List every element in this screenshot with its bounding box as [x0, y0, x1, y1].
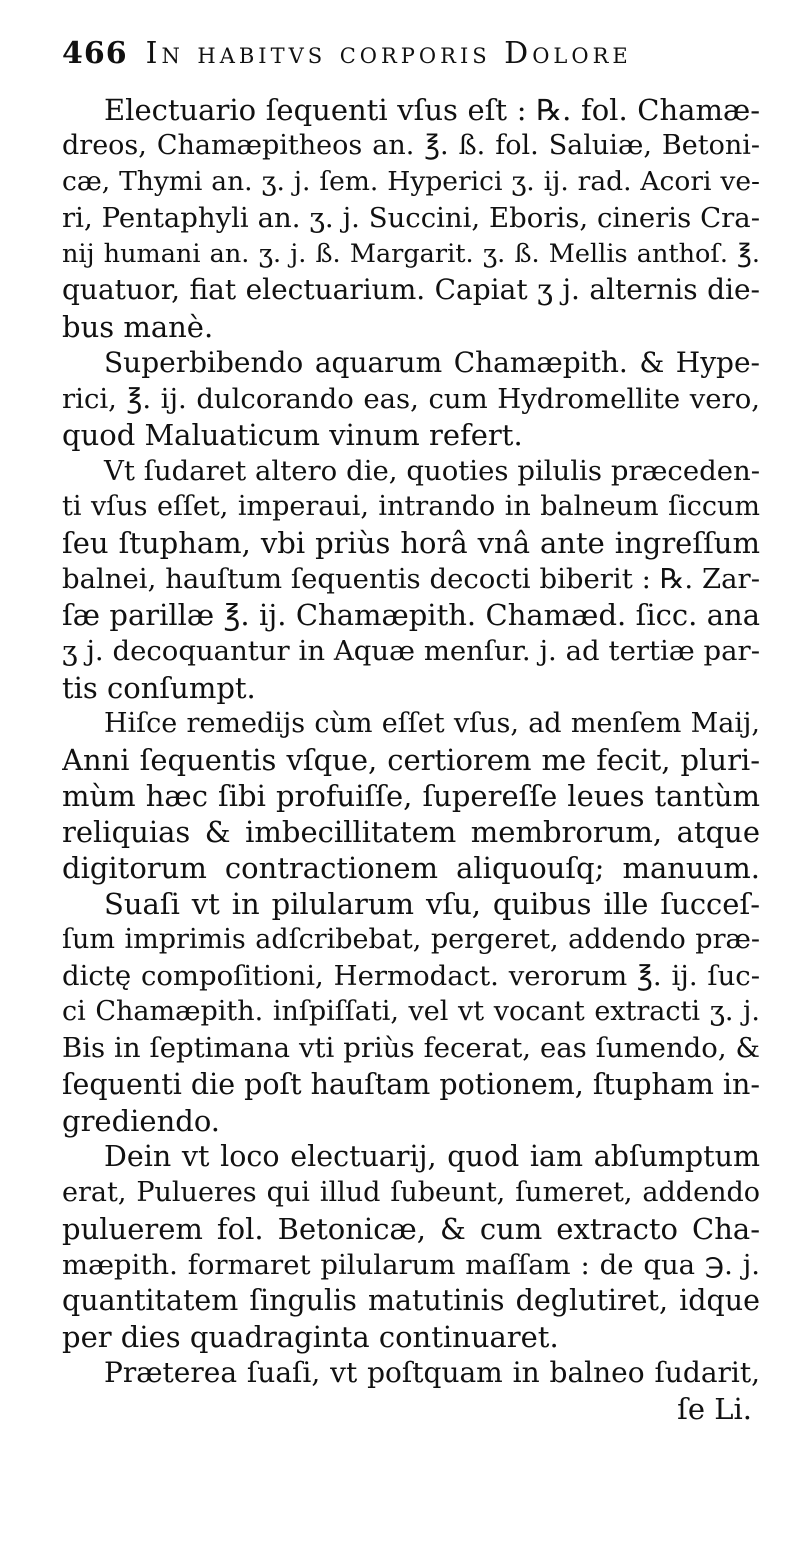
- text-line: dictę compoſitioni, Hermodact. verorum ℥. ij. ſuc-: [62, 960, 760, 993]
- text-line: Præterea ſuaſi, vt poſtquam in balneo ſudarit,: [104, 1356, 760, 1390]
- text-line: Hiſce remedijs cùm eſſet vſus, ad menſem Maij,: [104, 707, 760, 739]
- text-line: ſequenti die poſt hauſtam potionem, ſtupham in-: [62, 1067, 760, 1101]
- text-line: grediendo.: [62, 1103, 220, 1138]
- text-line: puluerem fol. Betonicæ, & cum extracto Cha-: [62, 1211, 760, 1246]
- text-line: mùm hæc ſibi profuiſſe, ſupereſſe leues tantùm: [62, 778, 760, 813]
- text-line: per dies quadraginta continuaret.: [62, 1320, 559, 1355]
- text-line: ti vſus eſſet, imperaui, intrando in balneum ſiccum: [62, 491, 760, 523]
- text-line: balnei, hauſtum ſequentis decocti biberit : ℞. Zar-: [62, 563, 760, 596]
- body-text: [62, 92, 760, 1427]
- text-line: digitorum contractionem aliquouſq; manuum.: [62, 850, 760, 885]
- text-line: ʒ j. decoquantur in Aquæ menſur. j. ad tertiæ par-: [62, 635, 760, 668]
- text-line: ſeu ſtupham, vbi priùs horâ vnâ ante ingreſſum: [62, 526, 760, 561]
- text-line: bus manè.: [62, 309, 214, 344]
- text-line: rici, ℥. ij. dulcorando eas, cum Hydromellite vero,: [62, 382, 760, 415]
- text-line: dreos, Chamæpitheos an. ℥. ß. fol. Saluiæ, Betoni-: [62, 130, 760, 162]
- running-title: In habitvs corporis Dolore: [145, 36, 632, 71]
- text-line: reliquias & imbecillitatem membrorum, atque: [62, 814, 760, 849]
- text-line: quod Maluaticum vinum refert.: [62, 417, 523, 452]
- text-line: Vt ſudaret altero die, quoties pilulis præceden-: [104, 454, 760, 487]
- text-line: nij humani an. ʒ. j. ß. Margarit. ʒ. ß. Mellis anthoſ. ℥.: [62, 239, 760, 270]
- text-line: tis conſumpt.: [62, 670, 256, 705]
- text-line: ri, Pentaphyli an. ʒ. j. Succini, Eboris, cineris Cra-: [62, 202, 760, 235]
- text-line: Electuario ſequenti vſus eſt : ℞. fol. Chamæ-: [104, 93, 760, 127]
- text-line: erat, Pulueres qui illud ſubeunt, ſumeret, addendo: [62, 1176, 760, 1208]
- text-line: ſum imprimis adſcribebat, pergeret, addendo præ-: [62, 924, 760, 956]
- text-line: quatuor, fiat electuarium. Capiat ʒ j. alternis die-: [62, 273, 760, 307]
- text-line: ci Chamæpith. inſpiſſati, vel vt vocant extracti ʒ. j.: [62, 996, 760, 1028]
- text-line: ſæ parillæ ℥. ij. Chamæpith. Chamæd. ſicc. ana: [62, 598, 760, 633]
- page-number: 466: [62, 36, 128, 71]
- text-line: Suaſi vt in pilularum vſu, quibus ille ſucceſ-: [104, 887, 760, 922]
- text-line: quantitatem ſingulis matutinis deglutiret, idque: [62, 1284, 760, 1318]
- text-line: Bis in ſeptimana vti priùs fecerat, eas ſumendo, &: [62, 1032, 760, 1065]
- text-line: cæ, Thymi an. ʒ. j. ſem. Hyperici ʒ. ij. rad. Acori ve-: [62, 166, 760, 198]
- text-line: Anni ſequentis vſque, certiorem me fecit, pluri-: [62, 742, 760, 777]
- text-line: mæpith. formaret pilularum maſſam : de qua ℈. j.: [62, 1249, 760, 1281]
- text-line: Dein vt loco electuarij, quod iam abſumptum: [104, 1139, 760, 1173]
- running-head: [62, 36, 760, 90]
- catchword: ſe Li.: [677, 1392, 752, 1427]
- text-line: Superbibendo aquarum Chamæpith. & Hype-: [104, 345, 760, 379]
